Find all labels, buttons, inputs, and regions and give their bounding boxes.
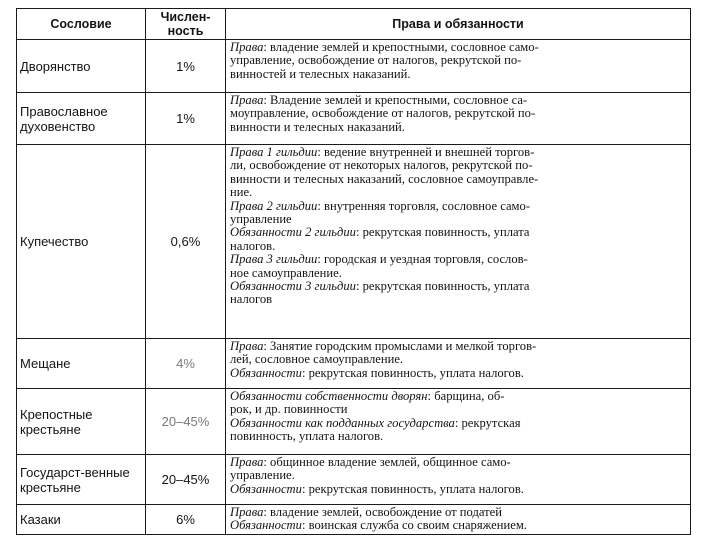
population-cell: 4% bbox=[146, 339, 226, 389]
rights-cell bbox=[226, 339, 691, 389]
rights-line bbox=[230, 253, 686, 266]
rights-text: управление bbox=[230, 212, 292, 227]
rights-text: налогов bbox=[230, 292, 273, 307]
rights-label: Права 2 гильдии bbox=[230, 198, 318, 213]
rights-line bbox=[230, 430, 686, 443]
rights-label: Обязанности bbox=[230, 518, 302, 533]
rights-label: Обязанности 2 гильдии bbox=[230, 225, 356, 240]
estate-cell: Мещане bbox=[17, 339, 146, 389]
rights-line bbox=[230, 469, 686, 482]
estates-table-page bbox=[16, 8, 690, 533]
header-estate: Сословие bbox=[17, 9, 146, 40]
estate-cell: Казаки bbox=[17, 505, 146, 535]
rights-line bbox=[230, 519, 686, 532]
table-row bbox=[17, 93, 691, 145]
table-body bbox=[17, 40, 691, 535]
estate-cell: Православное духовенство bbox=[17, 93, 146, 145]
rights-cell bbox=[226, 505, 691, 535]
rights-text: повинность, уплата налогов. bbox=[230, 429, 384, 444]
rights-line bbox=[230, 41, 686, 54]
rights-text: рок, и др. повинности bbox=[230, 402, 348, 417]
rights-text: ли, освобождение от некоторых налогов, рекрутской по- bbox=[230, 158, 533, 173]
population-cell: 20–45% bbox=[146, 389, 226, 455]
table-row bbox=[17, 455, 691, 505]
rights-line bbox=[230, 213, 686, 226]
rights-line bbox=[230, 68, 686, 81]
population-cell: 6% bbox=[146, 505, 226, 535]
rights-text: : владение землей и крепостными, сословное само- bbox=[263, 40, 539, 54]
rights-text: : городская и уездная торговля, сослов- bbox=[317, 252, 528, 267]
table-row bbox=[17, 40, 691, 93]
estate-cell: Крепостные крестьяне bbox=[17, 389, 146, 455]
estate-cell: Государст-венные крестьяне bbox=[17, 455, 146, 505]
rights-label: Права bbox=[230, 339, 264, 353]
rights-text: винности и телесных наказаний. bbox=[230, 119, 405, 134]
rights-text: : общинное владение землей, общинное само- bbox=[263, 455, 511, 469]
rights-text: : ведение внутренней и внешней торгов- bbox=[317, 145, 535, 159]
rights-label: Обязанности bbox=[230, 365, 302, 380]
estate-cell: Купечество bbox=[17, 145, 146, 339]
rights-line bbox=[230, 107, 686, 120]
rights-line bbox=[230, 506, 686, 519]
header-population bbox=[146, 9, 226, 40]
rights-text: винности и телесных наказаний, сословное самоуправле- bbox=[230, 171, 539, 186]
table-header-row bbox=[17, 9, 691, 40]
rights-line bbox=[230, 340, 686, 353]
rights-label: Обязанности как подданных государства bbox=[230, 415, 455, 430]
population-cell: 20–45% bbox=[146, 455, 226, 505]
rights-cell bbox=[226, 455, 691, 505]
population-cell: 0,6% bbox=[146, 145, 226, 339]
header-population-text: Числен- ность bbox=[160, 10, 211, 38]
table-row bbox=[17, 505, 691, 535]
rights-line bbox=[230, 54, 686, 67]
rights-text: ние. bbox=[230, 185, 253, 200]
rights-text: управление. bbox=[230, 468, 295, 483]
rights-text: : рекрутская повинность, уплата налогов. bbox=[301, 481, 524, 496]
rights-line bbox=[230, 390, 686, 403]
rights-line bbox=[230, 417, 686, 430]
rights-line bbox=[230, 226, 686, 239]
rights-text: управление, освобождение от налогов, рекрутской по- bbox=[230, 53, 522, 68]
rights-label: Права 3 гильдии bbox=[230, 252, 318, 267]
rights-text: лей, сословное самоуправление. bbox=[230, 352, 404, 367]
header-rights: Права и обязанности bbox=[226, 9, 691, 40]
population-cell: 1% bbox=[146, 40, 226, 93]
table-row bbox=[17, 339, 691, 389]
rights-text: : владение землей, освобождение от податей bbox=[263, 505, 502, 519]
rights-label: Права 1 гильдии bbox=[230, 145, 318, 159]
rights-line bbox=[230, 280, 686, 293]
rights-text: : рекрутская повинность, уплата bbox=[355, 279, 530, 294]
rights-text: : рекрутская bbox=[454, 415, 521, 430]
rights-text: ное самоуправление. bbox=[230, 265, 342, 280]
rights-text: : барщина, об- bbox=[427, 389, 505, 403]
rights-line bbox=[230, 121, 686, 134]
rights-text: моуправление, освобождение от налогов, рекрутской по- bbox=[230, 106, 536, 121]
rights-line bbox=[230, 483, 686, 496]
rights-text: : Занятие городским промыслами и мелкой торгов- bbox=[263, 339, 537, 353]
table-row bbox=[17, 145, 691, 339]
estates-table bbox=[16, 8, 691, 535]
rights-cell bbox=[226, 40, 691, 93]
rights-label: Права bbox=[230, 455, 264, 469]
rights-line bbox=[230, 403, 686, 416]
rights-label: Обязанности собственности дворян bbox=[230, 389, 428, 403]
rights-label: Обязанности bbox=[230, 481, 302, 496]
rights-text: : Владение землей и крепостными, сословное са- bbox=[263, 93, 528, 107]
rights-line bbox=[230, 173, 686, 186]
rights-line bbox=[230, 146, 686, 159]
rights-line bbox=[230, 293, 686, 306]
rights-cell bbox=[226, 93, 691, 145]
population-cell: 1% bbox=[146, 93, 226, 145]
rights-text: : воинская служба со своим снаряжением. bbox=[301, 518, 527, 533]
rights-label: Обязанности 3 гильдии bbox=[230, 279, 356, 294]
rights-line bbox=[230, 94, 686, 107]
rights-label: Права bbox=[230, 40, 264, 54]
estate-cell: Дворянство bbox=[17, 40, 146, 93]
rights-text: : рекрутская повинность, уплата налогов. bbox=[301, 365, 524, 380]
table-row bbox=[17, 389, 691, 455]
rights-text: налогов. bbox=[230, 238, 276, 253]
rights-line bbox=[230, 456, 686, 469]
rights-label: Права bbox=[230, 505, 264, 519]
rights-cell bbox=[226, 389, 691, 455]
rights-line bbox=[230, 267, 686, 280]
rights-line bbox=[230, 367, 686, 380]
rights-line bbox=[230, 353, 686, 366]
rights-line bbox=[230, 159, 686, 172]
rights-text: винностей и телесных наказаний. bbox=[230, 66, 411, 81]
rights-label: Права bbox=[230, 93, 264, 107]
rights-line bbox=[230, 200, 686, 213]
rights-line bbox=[230, 186, 686, 199]
rights-cell bbox=[226, 145, 691, 339]
rights-text: : рекрутская повинность, уплата bbox=[355, 225, 530, 240]
rights-text: : внутренняя торговля, сословное само- bbox=[317, 198, 531, 213]
rights-line bbox=[230, 240, 686, 253]
